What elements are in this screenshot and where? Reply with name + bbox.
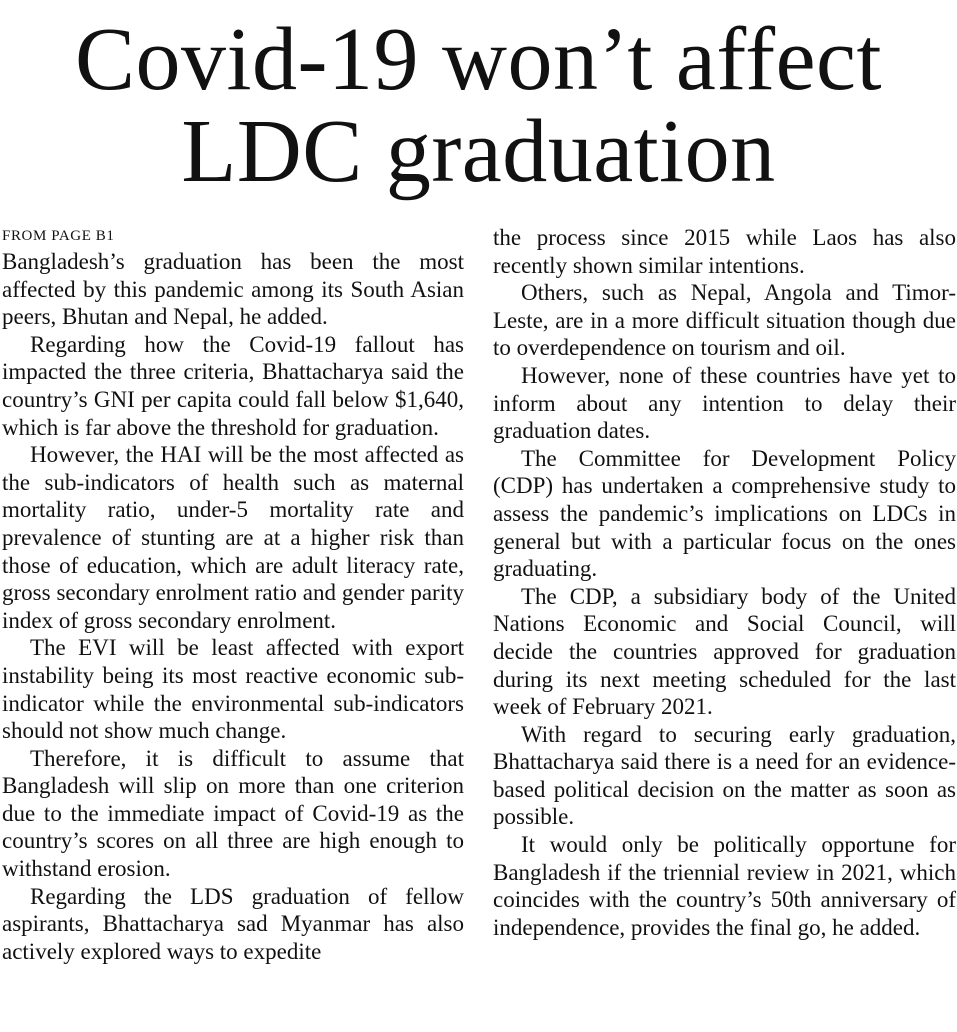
paragraph: The EVI will be least affected with export instability being its most reactive economic sub-indicator while the environmental sub-indicators should not show much change. [2,635,464,744]
paragraph: Bangladesh’s graduation has been the most affected by this pandemic among its South Asian peers, Bhutan and Nepal, he added. [2,249,464,330]
paragraph: Regarding the LDS graduation of fellow aspirants, Bhattacharya sad Myanmar has also actively explored ways to expedite [2,883,464,964]
paragraph: the process since 2015 while Laos has also recently shown similar intentions. [493,225,956,278]
paragraph: The Committee for Development Policy (CDP) has undertaken a comprehensive study to assess the pandemic’s implications on LDCs in general but with a particular focus on the ones graduating. [493,445,956,582]
headline-line-2: LDC graduation [181,102,776,201]
paragraph: Regarding how the Covid-19 fallout has impacted the three criteria, Bhattacharya said the country’s GNI per capita could fall below $1,640, which is far above the threshold for graduation. [2,331,464,440]
paragraph: The CDP, a subsidiary body of the United Nations Economic and Social Council, will decide the countries approved for graduation during its next meeting scheduled for the last week of February 2021. [493,583,956,720]
paragraph: With regard to securing early graduation, Bhattacharya said there is a need for an evidence-based political decision on the matter as soon as possible. [493,721,956,830]
paragraph: However, the HAI will be the most affected as the sub-indicators of health such as maternal mortality ratio, under-5 mortality rate and prevalence of stunting are at a higher risk than those of education, which are adult literacy rate, gross secondary enrolment ratio and gender parity index of gross secondary enrolment. [2,442,464,633]
paragraph: It would only be politically opportune for Bangladesh if the triennial review in 2021, which coincides with the country’s 50th anniversary of independence, provides the final go, he added. [493,832,956,940]
headline-line-1: Covid-19 won’t affect [74,10,882,109]
continuation-kicker: FROM PAGE B1 [2,228,115,244]
article-column-right [493,224,956,941]
paragraph: Others, such as Nepal, Angola and Timor-Leste, are in a more difficult situation though due to overdependence on tourism and oil. [493,280,956,361]
paragraph: Therefore, it is difficult to assume that Bangladesh will slip on more than one criterion due to the immediate impact of Covid-19 as the country’s scores on all three are high enough to withstand erosion. [2,745,464,882]
headline [0,10,957,201]
article-column-left [2,224,464,965]
paragraph: However, none of these countries have yet to inform about any intention to delay their graduation dates. [493,362,956,444]
